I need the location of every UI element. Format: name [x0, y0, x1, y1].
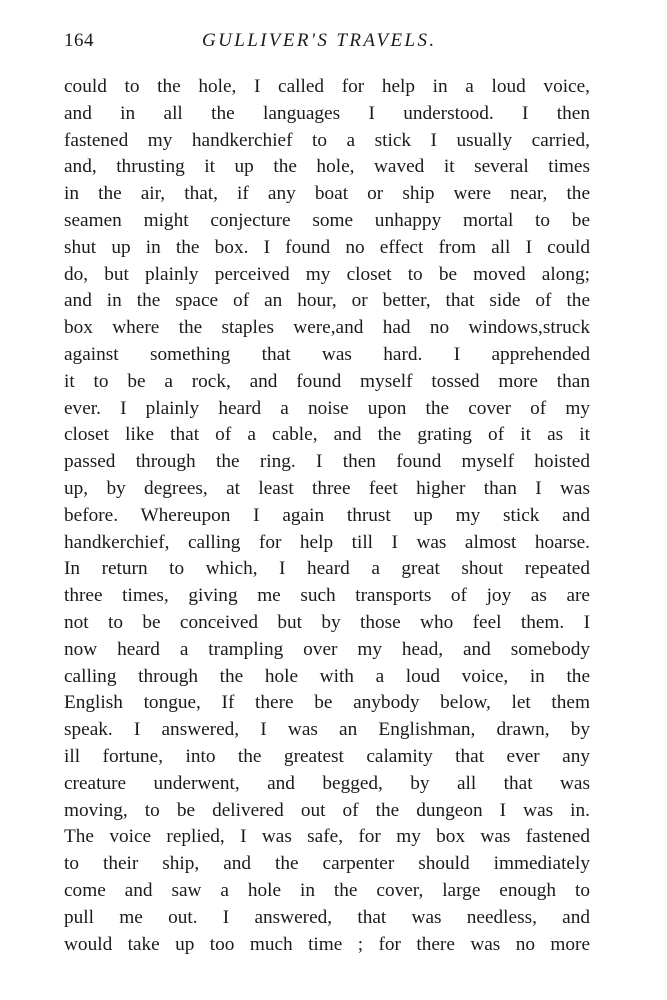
text-line: and, thrusting it up the hole, waved it several times [64, 156, 590, 178]
text-line: calling through the hole with a loud voice, in the [64, 665, 590, 687]
text-line: pull me out. I answered, that was needless, and [64, 906, 590, 928]
text-line: come and saw a hole in the cover, large enough to [64, 879, 590, 901]
text-line: not to be conceived but by those who feel them. I [64, 611, 590, 633]
text-line: against something that was hard. I apprehended [64, 343, 590, 365]
text-line: ever. I plainly heard a noise upon the cover of my [64, 397, 590, 419]
book-title: GULLIVER'S TRAVELS. [202, 30, 437, 51]
text-line: moving, to be delivered out of the dungeon I was in. [64, 799, 590, 821]
text-line: before. Whereupon I again thrust up my stick and [64, 504, 590, 526]
text-line: it to be a rock, and found myself tossed more than [64, 370, 590, 392]
text-line: creature underwent, and begged, by all that was [64, 772, 590, 794]
text-line: closet like that of a cable, and the grating of it as it [64, 424, 590, 446]
text-line: fastened my handkerchief to a stick I usually carried, [64, 129, 590, 151]
text-line: seamen might conjecture some unhappy mortal to be [64, 209, 590, 231]
body-text [64, 74, 590, 958]
text-line: box where the staples were,and had no windows,struck [64, 317, 590, 339]
text-line: would take up too much time ; for there was no more [64, 933, 590, 955]
running-head [64, 30, 590, 60]
text-line: English tongue, If there be anybody below, let them [64, 692, 590, 714]
text-line: to their ship, and the carpenter should immediately [64, 853, 590, 875]
page-number: 164 [64, 30, 94, 51]
text-line: The voice replied, I was safe, for my box was fastened [64, 826, 590, 848]
text-line: three times, giving me such transports of joy as are [64, 585, 590, 607]
text-line: in the air, that, if any boat or ship were near, the [64, 183, 590, 205]
text-line: handkerchief, calling for help till I was almost hoarse. [64, 531, 590, 553]
text-line: now heard a trampling over my head, and somebody [64, 638, 590, 660]
text-line: do, but plainly perceived my closet to be moved along; [64, 263, 590, 285]
text-line: and in the space of an hour, or better, that side of the [64, 290, 590, 312]
text-line: and in all the languages I understood. I then [64, 102, 590, 124]
text-line: passed through the ring. I then found myself hoisted [64, 451, 590, 473]
text-line: speak. I answered, I was an Englishman, drawn, by [64, 719, 590, 741]
text-line: could to the hole, I called for help in a loud voice, [64, 76, 590, 97]
text-line: In return to which, I heard a great shout repeated [64, 558, 590, 580]
text-line: ill fortune, into the greatest calamity that ever any [64, 745, 590, 767]
text-line: up, by degrees, at least three feet higher than I was [64, 477, 590, 499]
text-line: shut up in the box. I found no effect from all I could [64, 236, 590, 258]
